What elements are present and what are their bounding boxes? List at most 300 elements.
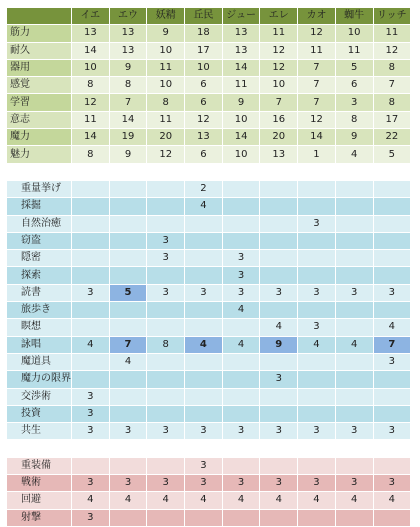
skill-row-value (373, 388, 411, 405)
spacer-cell (185, 440, 223, 457)
skill-row-value: 3 (260, 284, 298, 301)
skill-row-value (72, 267, 110, 284)
skill-row-value (373, 250, 411, 267)
skill-row-value (147, 371, 185, 388)
skill-row-value (373, 198, 411, 215)
skill-row-value (260, 250, 298, 267)
skill-row (7, 423, 411, 440)
skill-row-label: 詠唱 (7, 336, 72, 353)
skill-row-value (260, 232, 298, 249)
spacer-cell (373, 440, 411, 457)
skill-row-value: 3 (72, 284, 110, 301)
skill-row-value (260, 198, 298, 215)
skill-row-label: 隠密 (7, 250, 72, 267)
skill-row-value (260, 388, 298, 405)
stat-table (6, 7, 411, 527)
skill-row-value: 7 (373, 336, 411, 353)
spacer-cell (7, 163, 72, 180)
skill-row-value (335, 232, 373, 249)
base-stat-row-label: 筋力 (7, 25, 72, 42)
skill-row (7, 336, 411, 353)
skill-row-value (185, 371, 223, 388)
spacer-row (7, 163, 411, 180)
combat-row-value: 3 (260, 475, 298, 492)
combat-row (7, 492, 411, 509)
skill-row-value (260, 180, 298, 197)
base-stat-row-value: 3 (335, 94, 373, 111)
skill-row-value (222, 198, 260, 215)
header-row (7, 8, 411, 25)
spacer-cell (335, 163, 373, 180)
base-stat-row (7, 111, 411, 128)
spacer-cell (109, 163, 147, 180)
base-stat-row-value: 13 (222, 42, 260, 59)
base-stat-row-value: 9 (109, 59, 147, 76)
spacer-cell (72, 163, 110, 180)
column-header: 妖精 (147, 8, 185, 25)
skill-row-label: 投資 (7, 405, 72, 422)
base-stat-row-value: 10 (147, 77, 185, 94)
skill-row-value (335, 405, 373, 422)
skill-row-label: 魔力の限界 (7, 371, 72, 388)
combat-row-value: 3 (185, 457, 223, 474)
column-header: イエ (72, 8, 110, 25)
base-stat-row-value: 19 (109, 129, 147, 146)
skill-row-value: 4 (335, 336, 373, 353)
skill-row (7, 319, 411, 336)
skill-row-value (147, 267, 185, 284)
base-stat-row (7, 59, 411, 76)
base-stat-row-value: 8 (72, 146, 110, 163)
combat-row-value (109, 457, 147, 474)
skill-row-value: 3 (185, 423, 223, 440)
skill-row-value: 3 (109, 423, 147, 440)
skill-row-value (260, 353, 298, 370)
skill-row-value: 4 (222, 302, 260, 319)
base-stat-row-value: 10 (222, 146, 260, 163)
skill-row-value (109, 250, 147, 267)
skill-row-value (298, 250, 336, 267)
spacer-cell (109, 440, 147, 457)
combat-row-value (185, 509, 223, 526)
base-stat-row-value: 14 (222, 129, 260, 146)
base-stat-row-value: 13 (260, 146, 298, 163)
spacer-cell (222, 163, 260, 180)
column-header: リッチ (373, 8, 411, 25)
skill-row-value: 3 (222, 423, 260, 440)
combat-row-value: 3 (222, 475, 260, 492)
base-stat-row-value: 7 (260, 94, 298, 111)
combat-row-value (147, 457, 185, 474)
base-stat-row-value: 13 (109, 42, 147, 59)
skill-row-value (335, 180, 373, 197)
skill-row-value (147, 388, 185, 405)
combat-row-value (109, 509, 147, 526)
skill-row-value: 3 (222, 284, 260, 301)
base-stat-row-value: 13 (222, 25, 260, 42)
skill-row-value: 3 (298, 423, 336, 440)
spacer-cell (222, 440, 260, 457)
combat-row-value: 4 (109, 492, 147, 509)
skill-row-value: 3 (147, 232, 185, 249)
base-stat-row-value: 12 (298, 25, 336, 42)
base-stat-row (7, 25, 411, 42)
skill-row-value (185, 353, 223, 370)
skill-row-value: 3 (222, 267, 260, 284)
combat-row-value: 3 (335, 475, 373, 492)
skill-row-value (72, 302, 110, 319)
combat-row-value (222, 509, 260, 526)
skill-row-value (72, 319, 110, 336)
skill-row (7, 405, 411, 422)
base-stat-row (7, 42, 411, 59)
spacer-cell (185, 163, 223, 180)
base-stat-row-label: 魅力 (7, 146, 72, 163)
skill-row-value (298, 302, 336, 319)
base-stat-row-value: 20 (260, 129, 298, 146)
base-stat-row-value: 7 (298, 94, 336, 111)
skill-row-value (147, 353, 185, 370)
combat-row-label: 重装備 (7, 457, 72, 474)
base-stat-row-value: 8 (373, 94, 411, 111)
skill-row-label: 採掘 (7, 198, 72, 215)
column-header: ジュー (222, 8, 260, 25)
column-header: カオ (298, 8, 336, 25)
skill-row-value (335, 353, 373, 370)
combat-row-value: 3 (298, 475, 336, 492)
base-stat-row-value: 10 (72, 59, 110, 76)
skill-row-value (335, 302, 373, 319)
skill-row-value (298, 267, 336, 284)
skill-row-value (335, 215, 373, 232)
skill-row (7, 353, 411, 370)
combat-row-value (335, 457, 373, 474)
combat-row-value (373, 509, 411, 526)
skill-row (7, 198, 411, 215)
base-stat-row-value: 11 (260, 25, 298, 42)
skill-row-value (335, 198, 373, 215)
skill-row-value (109, 232, 147, 249)
base-stat-row-value: 11 (335, 42, 373, 59)
base-stat-row-value: 7 (298, 77, 336, 94)
skill-row-value: 4 (109, 353, 147, 370)
skill-row-value: 3 (147, 423, 185, 440)
base-stat-row-value: 9 (222, 94, 260, 111)
skill-row-label: 読書 (7, 284, 72, 301)
skill-row-value: 3 (298, 215, 336, 232)
skill-row-value: 3 (72, 423, 110, 440)
skill-row-value: 3 (260, 423, 298, 440)
skill-row-value: 2 (185, 180, 223, 197)
skill-row-value (373, 267, 411, 284)
skill-row-value (298, 180, 336, 197)
skill-row-value (147, 319, 185, 336)
skill-row-value: 4 (72, 336, 110, 353)
skill-row-value (222, 215, 260, 232)
combat-row-value: 4 (147, 492, 185, 509)
skill-row-value (109, 319, 147, 336)
skill-row-value (335, 371, 373, 388)
base-stat-row-value: 18 (185, 25, 223, 42)
skill-row-value (72, 215, 110, 232)
combat-row-value (72, 457, 110, 474)
skill-row-value (72, 232, 110, 249)
combat-row-value: 4 (222, 492, 260, 509)
base-stat-row-value: 17 (185, 42, 223, 59)
combat-row-value (335, 509, 373, 526)
skill-row-value (72, 353, 110, 370)
combat-row-value: 4 (185, 492, 223, 509)
skill-row-value: 4 (260, 319, 298, 336)
combat-row (7, 457, 411, 474)
skill-row-value (298, 353, 336, 370)
skill-row-value (185, 302, 223, 319)
base-stat-row-value: 1 (298, 146, 336, 163)
combat-row-value: 4 (335, 492, 373, 509)
skill-row-value (373, 215, 411, 232)
combat-row-label: 回避 (7, 492, 72, 509)
skill-row-value: 4 (222, 336, 260, 353)
base-stat-row-value: 14 (72, 42, 110, 59)
skill-row-value (72, 198, 110, 215)
skill-row-value (109, 388, 147, 405)
skill-row-value (222, 353, 260, 370)
skill-row-value: 3 (335, 423, 373, 440)
skill-row-value: 3 (298, 284, 336, 301)
skill-row-value (298, 388, 336, 405)
skill-row-value (260, 267, 298, 284)
skill-row-value: 4 (185, 336, 223, 353)
base-stat-row-label: 意志 (7, 111, 72, 128)
skill-row (7, 302, 411, 319)
base-stat-row-value: 8 (147, 94, 185, 111)
base-stat-row-value: 8 (72, 77, 110, 94)
skill-row-value (298, 198, 336, 215)
combat-row-value: 3 (109, 475, 147, 492)
combat-row-value: 4 (72, 492, 110, 509)
base-stat-row-value: 14 (109, 111, 147, 128)
skill-row (7, 215, 411, 232)
skill-row-value: 9 (260, 336, 298, 353)
spacer-cell (373, 163, 411, 180)
skill-row-value (222, 319, 260, 336)
base-stat-row-value: 11 (147, 111, 185, 128)
skill-row-value (72, 250, 110, 267)
skill-row-value: 3 (72, 388, 110, 405)
skill-row-value: 3 (335, 284, 373, 301)
skill-row-value (109, 198, 147, 215)
skill-row-value (373, 302, 411, 319)
base-stat-row-value: 12 (72, 94, 110, 111)
base-stat-row (7, 77, 411, 94)
skill-row-value (335, 388, 373, 405)
skill-row-value (185, 232, 223, 249)
skill-row-value: 3 (147, 284, 185, 301)
skill-row-value: 3 (298, 319, 336, 336)
skill-row-value: 3 (260, 371, 298, 388)
skill-row-value (222, 388, 260, 405)
spacer-cell (260, 163, 298, 180)
base-stat-row-value: 14 (298, 129, 336, 146)
skill-row-value (260, 302, 298, 319)
skill-row-value (222, 405, 260, 422)
base-stat-row-value: 13 (109, 25, 147, 42)
skill-row (7, 250, 411, 267)
skill-row-value (335, 319, 373, 336)
skill-row-value: 8 (147, 336, 185, 353)
skill-row (7, 371, 411, 388)
base-stat-row-value: 9 (109, 146, 147, 163)
skill-row-value (298, 405, 336, 422)
base-stat-row-value: 12 (260, 42, 298, 59)
base-stat-row-value: 11 (147, 59, 185, 76)
skill-row-value (185, 388, 223, 405)
skill-row-value (373, 180, 411, 197)
base-stat-row-value: 5 (373, 146, 411, 163)
combat-row-value (222, 457, 260, 474)
skill-row-value (335, 267, 373, 284)
combat-row-label: 戦術 (7, 475, 72, 492)
skill-row-label: 交渉術 (7, 388, 72, 405)
base-stat-row-value: 13 (185, 129, 223, 146)
skill-row-value: 3 (373, 284, 411, 301)
spacer-cell (298, 440, 336, 457)
skill-row-value (147, 405, 185, 422)
base-stat-row-label: 耐久 (7, 42, 72, 59)
skill-row (7, 388, 411, 405)
spacer-cell (147, 163, 185, 180)
base-stat-row-value: 10 (260, 77, 298, 94)
skill-row-value (185, 267, 223, 284)
combat-row-value (147, 509, 185, 526)
column-header: 丘民 (185, 8, 223, 25)
base-stat-row-value: 12 (373, 42, 411, 59)
base-stat-row-value: 11 (298, 42, 336, 59)
base-stat-row-value: 5 (335, 59, 373, 76)
base-stat-row-value: 8 (373, 59, 411, 76)
spacer-row (7, 440, 411, 457)
skill-row-value (222, 180, 260, 197)
combat-row-value: 4 (298, 492, 336, 509)
skill-row-value (109, 215, 147, 232)
combat-row-value: 3 (72, 509, 110, 526)
skill-row-value (185, 319, 223, 336)
header-corner (7, 8, 72, 25)
skill-row (7, 267, 411, 284)
skill-row-value (147, 215, 185, 232)
skill-row-value: 3 (147, 250, 185, 267)
base-stat-row-value: 8 (335, 111, 373, 128)
skill-row-value (373, 371, 411, 388)
base-stat-row-value: 7 (298, 59, 336, 76)
base-stat-row-value: 6 (335, 77, 373, 94)
spacer-cell (72, 440, 110, 457)
combat-row-value (373, 457, 411, 474)
skill-row-value (222, 371, 260, 388)
combat-row-value (260, 457, 298, 474)
skill-row-value: 5 (109, 284, 147, 301)
base-stat-row-value: 8 (109, 77, 147, 94)
skill-row-value (147, 302, 185, 319)
spacer-cell (335, 440, 373, 457)
base-stat-row-value: 4 (335, 146, 373, 163)
combat-row-value: 3 (72, 475, 110, 492)
combat-row-value: 3 (185, 475, 223, 492)
base-stat-row (7, 129, 411, 146)
skill-row-value: 3 (373, 423, 411, 440)
combat-row-value (298, 509, 336, 526)
base-stat-row-label: 器用 (7, 59, 72, 76)
base-stat-row-value: 9 (335, 129, 373, 146)
skill-row-value (222, 232, 260, 249)
skill-row-label: 瞑想 (7, 319, 72, 336)
base-stat-row-value: 11 (72, 111, 110, 128)
base-stat-row-value: 14 (222, 59, 260, 76)
base-stat-row-value: 12 (185, 111, 223, 128)
base-stat-row-value: 11 (222, 77, 260, 94)
base-stat-row (7, 94, 411, 111)
skill-row-value: 7 (109, 336, 147, 353)
base-stat-row-value: 6 (185, 94, 223, 111)
skill-row-value (373, 232, 411, 249)
skill-row-value (72, 180, 110, 197)
skill-row-value (147, 180, 185, 197)
skill-row-value (147, 198, 185, 215)
spacer-cell (298, 163, 336, 180)
skill-row (7, 232, 411, 249)
skill-row-value: 4 (185, 198, 223, 215)
skill-row-value: 3 (222, 250, 260, 267)
base-stat-row-value: 12 (260, 59, 298, 76)
skill-row-value (185, 215, 223, 232)
base-stat-row-label: 魔力 (7, 129, 72, 146)
base-stat-row-value: 9 (147, 25, 185, 42)
skill-row-value (185, 405, 223, 422)
spacer-cell (147, 440, 185, 457)
column-header: エウ (109, 8, 147, 25)
base-stat-row-value: 10 (185, 59, 223, 76)
skill-row-label: 重量挙げ (7, 180, 72, 197)
spacer-cell (260, 440, 298, 457)
skill-row-value (109, 371, 147, 388)
skill-row-label: 旅歩き (7, 302, 72, 319)
skill-row-value (185, 250, 223, 267)
skill-row-value: 3 (185, 284, 223, 301)
combat-row (7, 509, 411, 526)
skill-row-value (298, 371, 336, 388)
combat-row-value: 4 (373, 492, 411, 509)
base-stat-row-value: 16 (260, 111, 298, 128)
base-stat-row-value: 12 (147, 146, 185, 163)
skill-row-value (109, 405, 147, 422)
combat-row-label: 射撃 (7, 509, 72, 526)
skill-row-value: 4 (373, 319, 411, 336)
base-stat-row-value: 7 (109, 94, 147, 111)
base-stat-row-value: 6 (185, 146, 223, 163)
skill-row-value (298, 232, 336, 249)
skill-row-value (373, 405, 411, 422)
skill-row-value: 3 (373, 353, 411, 370)
base-stat-row (7, 146, 411, 163)
base-stat-row-value: 13 (72, 25, 110, 42)
skill-row-label: 魔道具 (7, 353, 72, 370)
base-stat-row-value: 11 (373, 25, 411, 42)
combat-row-value (260, 509, 298, 526)
column-header: エレ (260, 8, 298, 25)
skill-row-label: 探索 (7, 267, 72, 284)
skill-row-value: 3 (72, 405, 110, 422)
skill-row-value (109, 302, 147, 319)
